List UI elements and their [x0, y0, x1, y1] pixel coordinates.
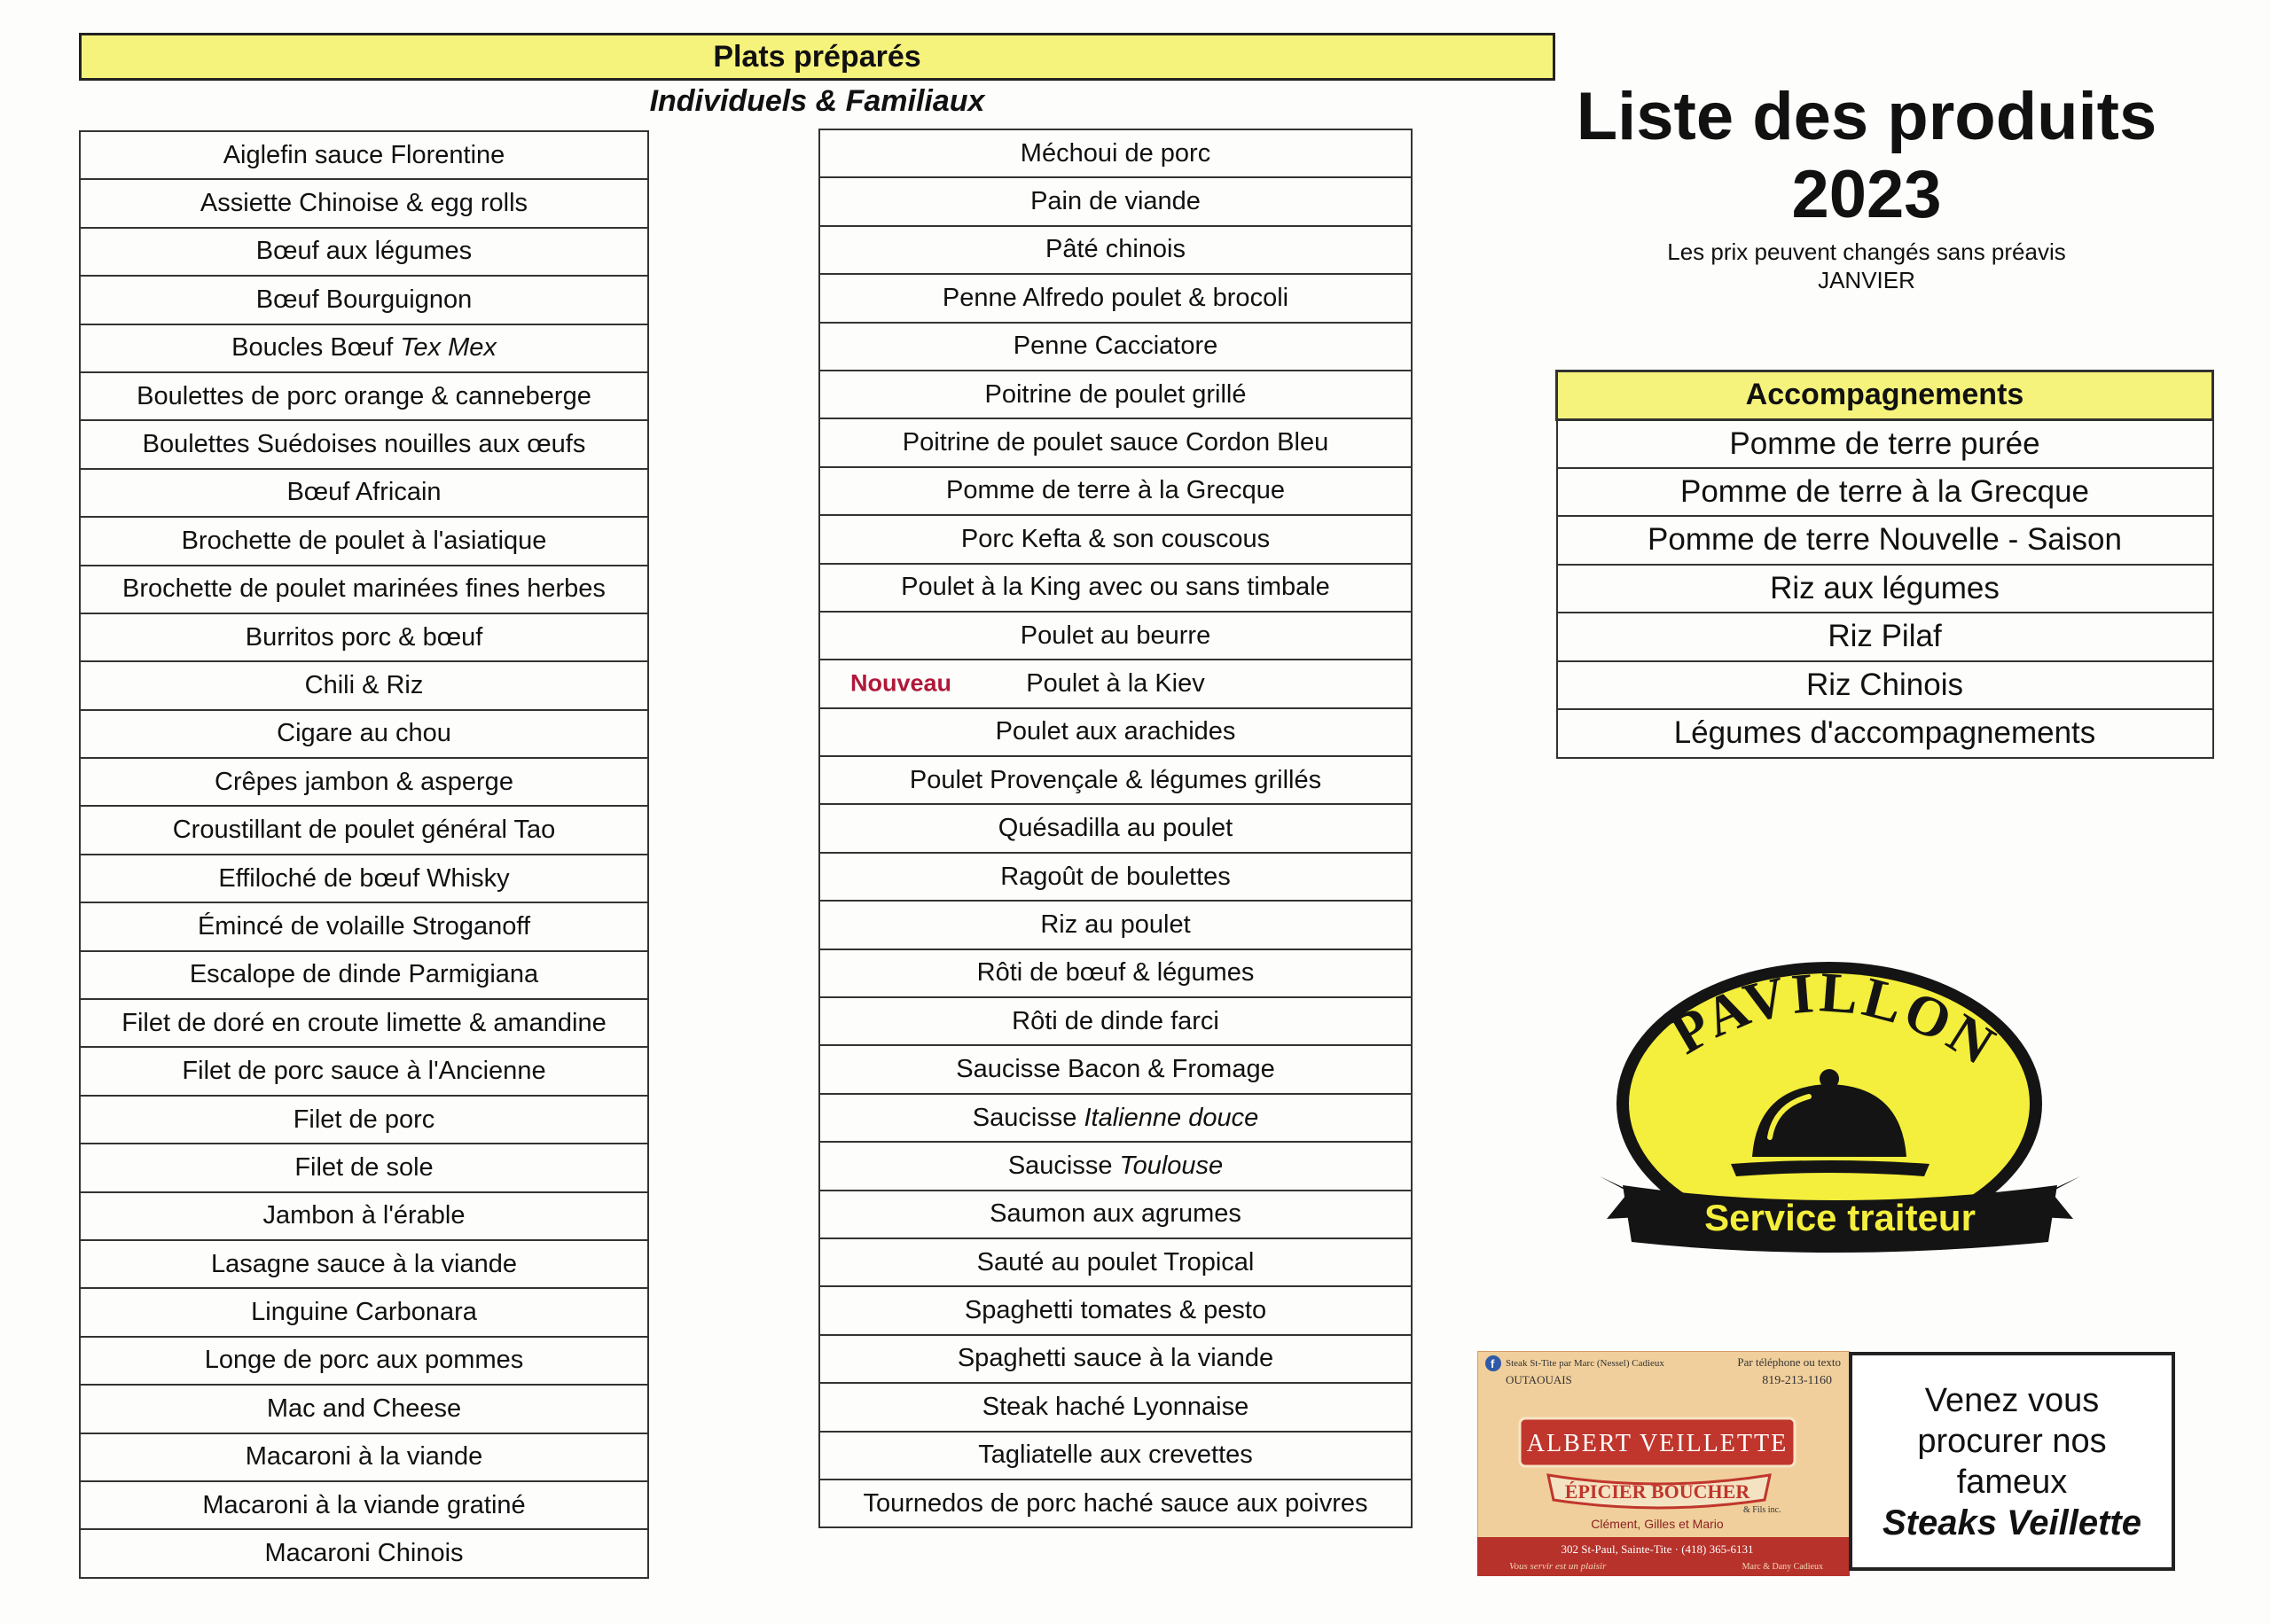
dish-name: Penne Alfredo poulet & brocoli [942, 283, 1289, 312]
dish-name: Poitrine de poulet grillé [984, 379, 1247, 409]
card-phone: 819-213-1160 [1762, 1374, 1832, 1387]
dish-cell [819, 612, 1412, 660]
card-owners: Clément, Gilles et Mario [1591, 1517, 1724, 1531]
dish-name: Burritos porc & bœuf [245, 622, 483, 652]
dish-name: Steak haché Lyonnaise [982, 1392, 1249, 1421]
dish-row [819, 1286, 1412, 1334]
dish-name: Rôti de dinde farci [1012, 1006, 1219, 1035]
dish-cell [819, 467, 1412, 515]
card-subtitle: ÉPICIER BOUCHER [1564, 1480, 1750, 1503]
dish-row [819, 274, 1412, 322]
dish-row [80, 661, 648, 709]
price-note-text: Les prix peuvent changés sans préavis [1667, 238, 2066, 265]
dishes-column-2 [818, 129, 1413, 1528]
accompagnement-item: Pomme de terre à la Grecque [1557, 468, 2213, 517]
dish-name: Poitrine de poulet sauce Cordon Bleu [902, 428, 1329, 457]
dish-row [80, 806, 648, 854]
dish-name: Escalope de dinde Parmigiana [189, 960, 539, 989]
dish-cell [80, 951, 648, 999]
dish-cell [80, 228, 648, 276]
dish-cell [80, 566, 648, 613]
dish-row [819, 1238, 1412, 1286]
dish-name-italic: Toulouse [1119, 1151, 1224, 1180]
dish-name-italic: Tex Mex [400, 333, 497, 363]
dish-row [819, 129, 1412, 177]
dish-cell [80, 179, 648, 227]
dish-row [80, 276, 648, 324]
dish-row [819, 371, 1412, 418]
dish-name: Bœuf Bourguignon [255, 285, 473, 314]
dish-cell [80, 131, 648, 179]
dish-row [80, 469, 648, 517]
dish-row [819, 853, 1412, 901]
dish-cell [819, 1286, 1412, 1334]
dish-row [80, 324, 648, 372]
dish-row [819, 177, 1412, 225]
card-slogan: Vous servir est un plaisir [1509, 1561, 1607, 1572]
dish-cell [80, 1047, 648, 1095]
accompagnement-row [1557, 516, 2213, 565]
dish-cell [819, 1238, 1412, 1286]
dish-row [80, 179, 648, 227]
dish-name: Cigare au chou [277, 719, 451, 748]
dish-cell [819, 515, 1412, 563]
dish-name: Filet de doré en croute limette & amandine [121, 1008, 607, 1037]
dish-row [819, 756, 1412, 804]
dish-cell [80, 469, 648, 517]
dish-row [80, 951, 648, 999]
dish-row [819, 1335, 1412, 1383]
dish-cell [80, 372, 648, 420]
dish-row [819, 1094, 1412, 1142]
dish-name: Filet de sole [294, 1152, 434, 1182]
accompagnement-item: Riz Pilaf [1557, 613, 2213, 661]
steaks-promo-box [1849, 1352, 2175, 1571]
butcher-card [1477, 1351, 1850, 1576]
title-line-1: Liste des produits [1576, 79, 2157, 154]
dish-name: Sauté au poulet Tropical [976, 1247, 1255, 1277]
dish-cell [819, 564, 1412, 612]
dish-cell [819, 901, 1412, 949]
dish-name: Macaroni à la viande gratiné [202, 1490, 526, 1519]
dish-cell [819, 274, 1412, 322]
promo-line-2: procurer nos [1917, 1422, 2107, 1460]
dish-row [819, 997, 1412, 1045]
dish-name: Poulet aux arachides [995, 717, 1236, 746]
dish-cell [80, 661, 648, 709]
dish-name: Boulettes Suédoises nouilles aux œufs [142, 430, 586, 459]
card-fb-line: Steak St-Tite par Marc (Nessel) Cadieux [1506, 1358, 1664, 1369]
dish-row [80, 1047, 648, 1095]
promo-line-4: Steaks Veillette [1882, 1503, 2141, 1542]
dish-name: Poulet Provençale & légumes grillés [909, 765, 1322, 794]
card-subtitle2: & Fils inc. [1743, 1505, 1781, 1515]
dish-row [80, 1096, 648, 1144]
dish-cell [819, 1142, 1412, 1190]
dish-cell [80, 1144, 648, 1191]
pavillon-logo [1587, 953, 2093, 1281]
dish-name: Pâté chinois [1045, 235, 1186, 264]
dish-row [819, 1142, 1412, 1190]
dish-name: Spaghetti tomates & pesto [964, 1296, 1267, 1325]
dish-cell [80, 1240, 648, 1288]
new-badge: Nouveau [850, 669, 952, 697]
dishes-column-1 [79, 130, 649, 1579]
dish-cell [819, 804, 1412, 852]
dish-name: Tournedos de porc haché sauce aux poivres [863, 1488, 1368, 1518]
section-title: Plats préparés [713, 39, 921, 74]
dish-name: Boucles Bœuf [231, 333, 401, 363]
dish-cell [819, 1480, 1412, 1527]
dish-cell [819, 177, 1412, 225]
dish-name: Brochette de poulet marinées fines herbes [122, 574, 606, 604]
dish-cell [819, 1335, 1412, 1383]
dish-name: Lasagne sauce à la viande [210, 1249, 518, 1278]
accompagnements-table [1555, 370, 2214, 759]
dish-row [819, 418, 1412, 466]
dish-name: Croustillant de poulet général Tao [172, 816, 556, 845]
dish-name: Macaroni à la viande [245, 1442, 483, 1472]
dish-cell [819, 1045, 1412, 1093]
dish-row [819, 660, 1412, 707]
dish-name: Saucisse [972, 1103, 1084, 1132]
dish-name: Filet de porc [293, 1105, 435, 1134]
dish-name: Jambon à l'érable [262, 1201, 466, 1230]
dish-cell [80, 517, 648, 565]
dish-cell [819, 1432, 1412, 1480]
dish-cell [819, 853, 1412, 901]
dish-cell [80, 1192, 648, 1240]
dish-row [819, 1191, 1412, 1238]
dish-row [80, 228, 648, 276]
dish-name: Tagliatelle aux crevettes [978, 1441, 1253, 1470]
card-name: ALBERT VEILLETTE [1526, 1430, 1789, 1457]
accompagnement-row [1557, 709, 2213, 758]
dish-cell [819, 323, 1412, 371]
dish-cell [80, 1481, 648, 1529]
card-phone-label: Par téléphone ou texto [1737, 1355, 1841, 1369]
accompagnement-row [1557, 468, 2213, 517]
dish-row [819, 1045, 1412, 1093]
accompagnement-row [1557, 565, 2213, 613]
dish-cell [80, 806, 648, 854]
dish-name: Crêpes jambon & asperge [215, 767, 513, 796]
dish-row [80, 710, 648, 758]
dish-cell [80, 1096, 648, 1144]
dish-cell [80, 1288, 648, 1336]
dish-cell [819, 1191, 1412, 1238]
accompagnement-row [1557, 661, 2213, 710]
dish-row [819, 1480, 1412, 1527]
card-footer: Marc & Dany Cadieux [1742, 1562, 1823, 1572]
dish-cell [819, 226, 1412, 274]
dish-row [819, 804, 1412, 852]
dish-name: Saumon aux agrumes [990, 1199, 1241, 1229]
pavillon-brand: PAVILLON [1660, 960, 2008, 1079]
dish-row [819, 1383, 1412, 1431]
dish-name: Effiloché de bœuf Whisky [218, 863, 510, 893]
dish-name: Assiette Chinoise & egg rolls [200, 189, 528, 218]
dish-name: Pain de viande [1030, 187, 1201, 216]
plats-prepares-header [79, 33, 1555, 81]
dish-cell [819, 418, 1412, 466]
dish-name: Bœuf Africain [286, 478, 442, 507]
dish-cell [819, 1094, 1412, 1142]
section-subtitle: Individuels & Familiaux [649, 84, 985, 118]
dish-row [80, 902, 648, 950]
dish-cell [819, 949, 1412, 997]
card-address: 302 St-Paul, Sainte-Tite · (418) 365-6131 [1561, 1542, 1754, 1556]
dish-cell [819, 997, 1412, 1045]
dish-name: Penne Cacciatore [1013, 332, 1218, 361]
dish-row [80, 1385, 648, 1433]
dish-name: Porc Kefta & son couscous [960, 524, 1271, 553]
dish-name: Boulettes de porc orange & canneberge [137, 381, 591, 410]
dish-cell [819, 371, 1412, 418]
dish-name: Poulet au beurre [1020, 621, 1211, 650]
accompagnement-item: Riz Chinois [1557, 661, 2213, 710]
dish-name: Bœuf aux légumes [255, 237, 473, 266]
dish-row [819, 564, 1412, 612]
dish-row [80, 1144, 648, 1191]
dish-name: Chili & Riz [304, 670, 424, 699]
accompagnement-item: Légumes d'accompagnements [1557, 709, 2213, 758]
dish-name: Émincé de volaille Stroganoff [197, 911, 531, 941]
dish-row [819, 901, 1412, 949]
dish-cell [80, 999, 648, 1047]
dish-name: Longe de porc aux pommes [204, 1346, 524, 1375]
accompagnement-row [1557, 419, 2213, 468]
dish-row [80, 1288, 648, 1336]
dish-name: Saucisse [1007, 1151, 1120, 1180]
dish-cell [80, 1433, 648, 1481]
dish-cell [80, 420, 648, 468]
dish-row [80, 1240, 648, 1288]
dish-row [819, 323, 1412, 371]
accompagnement-item: Riz aux légumes [1557, 565, 2213, 613]
promo-line-1: Venez vous [1924, 1381, 2100, 1419]
dish-name: Méchoui de porc [1020, 138, 1211, 168]
accompagnement-item: Pomme de terre purée [1557, 419, 2213, 468]
dish-row [80, 566, 648, 613]
card-region: OUTAOUAIS [1506, 1373, 1572, 1386]
dish-name: Macaroni Chinois [264, 1539, 464, 1568]
dish-name: Rôti de bœuf & légumes [976, 958, 1255, 988]
dish-cell [80, 1529, 648, 1577]
dish-name-italic: Italienne douce [1084, 1103, 1259, 1132]
dish-row [80, 758, 648, 806]
dish-cell [80, 855, 648, 902]
dish-row [819, 612, 1412, 660]
dish-cell [819, 660, 1412, 707]
dish-cell [80, 902, 648, 950]
dish-row [80, 1481, 648, 1529]
dish-cell [80, 276, 648, 324]
dish-row [819, 949, 1412, 997]
dish-name: Brochette de poulet à l'asiatique [181, 526, 547, 555]
dish-name: Aiglefin sauce Florentine [223, 140, 505, 169]
dish-row [819, 1432, 1412, 1480]
dish-row [80, 1192, 648, 1240]
svg-text:f: f [1491, 1357, 1495, 1370]
dish-name: Ragoût de boulettes [1000, 862, 1231, 891]
dish-name: Filet de porc sauce à l'Ancienne [182, 1057, 546, 1086]
dish-cell [80, 758, 648, 806]
price-note [1543, 238, 2190, 294]
dish-row [80, 1433, 648, 1481]
dish-row [80, 420, 648, 468]
dish-name: Mac and Cheese [266, 1394, 462, 1423]
dish-cell [80, 710, 648, 758]
page-title [1543, 78, 2190, 234]
price-note-month: JANVIER [1818, 267, 1915, 293]
dish-name: Quésadilla au poulet [998, 814, 1233, 843]
dish-cell [80, 1337, 648, 1385]
dish-name: Saucisse Bacon & Fromage [956, 1055, 1275, 1084]
dish-cell [80, 324, 648, 372]
dish-row [80, 372, 648, 420]
dish-cell [819, 129, 1412, 177]
dish-row [819, 708, 1412, 756]
dish-cell [80, 613, 648, 661]
dish-name: Linguine Carbonara [251, 1298, 477, 1327]
dish-row [819, 515, 1412, 563]
dish-name: Riz au poulet [1040, 910, 1191, 939]
dish-name: Poulet à la Kiev [1026, 668, 1205, 698]
accompagnement-row [1557, 613, 2213, 661]
dish-row [80, 999, 648, 1047]
dish-cell [819, 708, 1412, 756]
dish-name: Pomme de terre à la Grecque [945, 476, 1285, 505]
accompagnements-heading: Accompagnements [1557, 371, 2213, 420]
dish-row [80, 131, 648, 179]
dish-row [80, 517, 648, 565]
dish-name: Poulet à la King avec ou sans timbale [901, 573, 1330, 602]
dish-row [819, 226, 1412, 274]
dish-row [819, 467, 1412, 515]
dish-row [80, 855, 648, 902]
dish-name: Spaghetti sauce à la viande [957, 1344, 1274, 1373]
accompagnement-item: Pomme de terre Nouvelle - Saison [1557, 516, 2213, 565]
dish-row [80, 1529, 648, 1577]
promo-line-3: fameux [1956, 1463, 2068, 1501]
dish-cell [819, 756, 1412, 804]
dish-row [80, 1337, 648, 1385]
title-year: 2023 [1791, 157, 1942, 232]
dish-cell [819, 1383, 1412, 1431]
dish-row [80, 613, 648, 661]
dish-cell [80, 1385, 648, 1433]
pavillon-banner: Service traiteur [1704, 1197, 1976, 1238]
